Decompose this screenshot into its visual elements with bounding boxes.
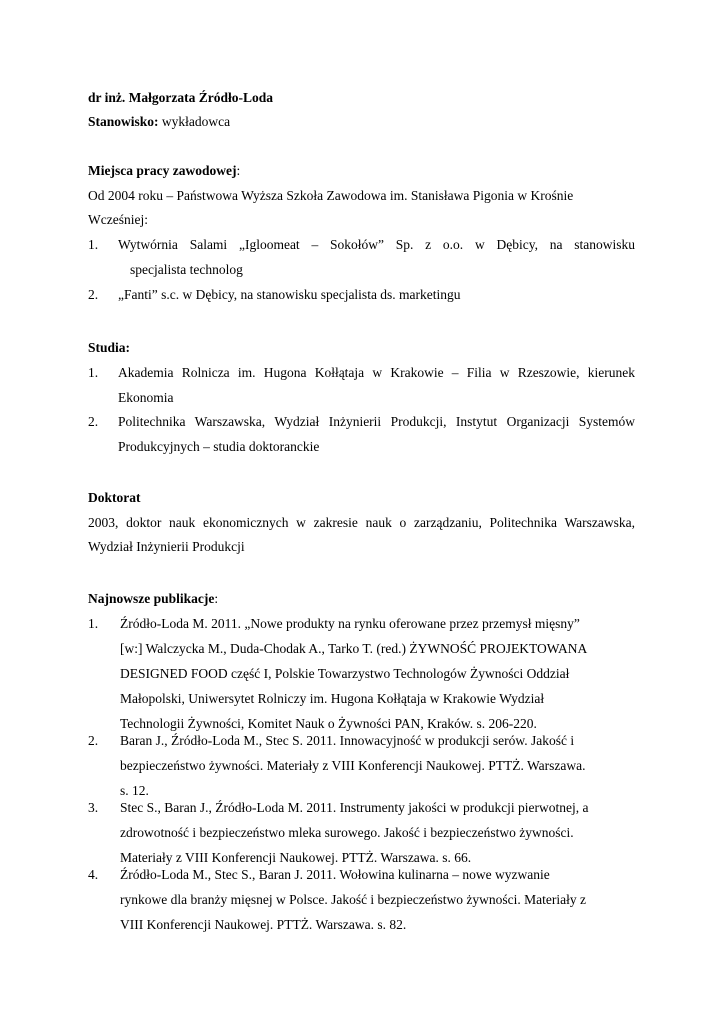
publication-3-line1: Stec S., Baran J., Źródło-Loda M. 2011. Instrumenty jakości w produkcji pierwotnej, a — [120, 800, 589, 815]
studies-item-1-line2: Ekonomia — [118, 390, 174, 405]
studies-item-2-line1: Politechnika Warszawska, Wydział Inżynierii Produkcji, Instytut Organizacji Systemów — [118, 414, 635, 429]
list-number: 2. — [88, 414, 99, 429]
position-line — [88, 114, 230, 130]
workplaces-heading-colon: : — [236, 163, 241, 178]
publication-2-line2: bezpieczeństwo żywności. Materiały z VIII Konferencji Naukowej. PTTŻ. Warszawa. — [120, 758, 586, 773]
position-value: wykładowca — [158, 114, 231, 129]
publication-1-line4: Małopolski, Uniwersytet Rolniczy im. Hugona Kołłątaja w Krakowie Wydział — [120, 691, 545, 706]
position-label: Stanowisko: — [88, 114, 159, 129]
list-number: 1. — [88, 616, 99, 631]
publication-2-line3: s. 12. — [120, 783, 149, 798]
workplace-item-1-line1: Wytwórnia Salami „Igloomeat – Sokołów” Sp. z o.o. w Dębicy, na stanowisku — [118, 237, 635, 252]
list-number: 2. — [88, 733, 99, 748]
publication-1-line1: Źródło-Loda M. 2011. „Nowe produkty na rynku oferowane przez przemysł mięsny” — [120, 616, 580, 631]
person-name: dr inż. Małgorzata Źródło-Loda — [88, 90, 273, 105]
publications-heading-colon: : — [214, 591, 219, 606]
publication-2-line1: Baran J., Źródło-Loda M., Stec S. 2011. Innowacyjność w produkcji serów. Jakość i — [120, 733, 575, 748]
list-number: 4. — [88, 867, 99, 882]
publication-1-line2: [w:] Walczycka M., Duda-Chodak A., Tarko T. (red.) ŻYWNOŚĆ PROJEKTOWANA — [120, 641, 588, 656]
publication-4-line3: VIII Konferencji Naukowej. PTTŻ. Warszawa. s. 82. — [120, 917, 407, 932]
publication-1-line5: Technologii Żywności, Komitet Nauk o Żywności PAN, Kraków. s. 206-220. — [120, 716, 537, 731]
publication-1-line3: DESIGNED FOOD część I, Polskie Towarzystwo Technologów Żywności Oddział — [120, 666, 570, 681]
studies-item-2-line2: Produkcyjnych – studia doktoranckie — [118, 439, 320, 454]
publication-3-line2: zdrowotność i bezpieczeństwo mleka surowego. Jakość i bezpieczeństwo żywności. — [120, 825, 574, 840]
publication-3-line3: Materiały z VIII Konferencji Naukowej. PTTŻ. Warszawa. s. 66. — [120, 850, 472, 865]
doctorate-line2: Wydział Inżynierii Produkcji — [88, 539, 245, 554]
publication-4-line1: Źródło-Loda M., Stec S., Baran J. 2011. Wołowina kulinarna – nowe wyzwanie — [120, 867, 550, 882]
list-number: 1. — [88, 365, 99, 380]
publications-heading — [88, 591, 218, 607]
doctorate-line1: 2003, doktor nauk ekonomicznych w zakresie nauk o zarządzaniu, Politechnika Warszawska, — [88, 515, 635, 530]
studies-item-1-line1: Akademia Rolnicza im. Hugona Kołłątaja w Krakowie – Filia w Rzeszowie, kierunek — [118, 365, 635, 380]
publications-heading-text: Najnowsze publikacje — [88, 591, 215, 606]
workplaces-heading-text: Miejsca pracy zawodowej — [88, 163, 237, 178]
current-workplace: Od 2004 roku – Państwowa Wyższa Szkoła Zawodowa im. Stanisława Pigonia w Krośnie — [88, 188, 574, 203]
list-number: 1. — [88, 237, 99, 252]
workplaces-heading — [88, 163, 240, 179]
publication-4-line2: rynkowe dla branży mięsnej w Polsce. Jakość i bezpieczeństwo żywności. Materiały z — [120, 892, 586, 907]
workplace-item-2-line1: „Fanti” s.c. w Dębicy, na stanowisku specjalista ds. marketingu — [118, 287, 461, 302]
list-number: 2. — [88, 287, 99, 302]
list-number: 3. — [88, 800, 99, 815]
workplace-item-1-line2: specjalista technolog — [130, 262, 243, 277]
doctorate-heading: Doktorat — [88, 490, 141, 505]
earlier-label: Wcześniej: — [88, 212, 148, 227]
studies-heading: Studia: — [88, 340, 131, 355]
